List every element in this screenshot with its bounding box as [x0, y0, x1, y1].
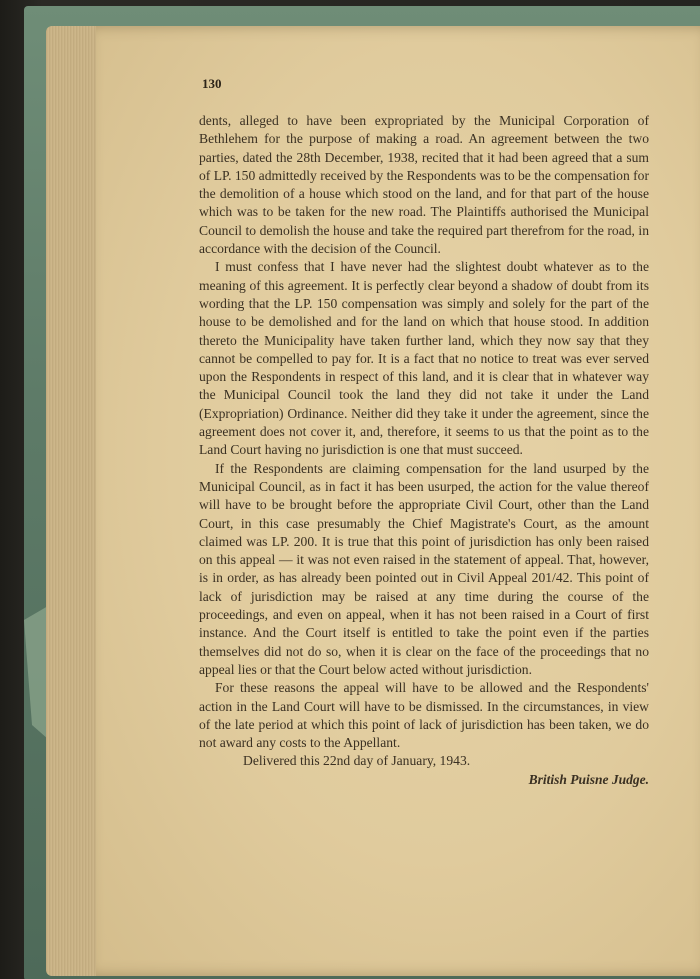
paragraph-1: dents, alleged to have been expropriated by the Municipal Corporation of Bethlehem for the purpose of making a road. An agreement between the two parties, dated the 28th December, 1938, recited that it had been agreed that a sum of LP. 150 admittedly received by the Respondents was to be the compensation for the demolition of a house which stood on the land, and for that part of the house which was to be taken for the new road. The Plaintiffs authorised the Municipal Council to demolish the house and take the required part therefrom for the road, in accordance with the decision of the Council. — [199, 113, 650, 257]
paragraph-3: If the Respondents are claiming compensation for the land usurped by the Municipal Council, as in fact it has been usurped, the action for the value thereof will have to be brought before the appropriate Civil Court, other than the Land Court, in this case presumably the Chief Magistrate's Court, as the amount claimed was LP. 200. It is true that this point of jurisdiction has only been raised on this appeal — it was not even raised in the statement of appeal. That, however, is in order, as has already been pointed out in Civil Appeal 201/42. This point of lack of jurisdiction may be raised at any time during the course of the proceedings, and even on appeal, when it has not been raised in a Court of first instance. And the Court itself is entitled to take the point even if the parties themselves did not do so, when it is clear on the face of the proceedings that no appeal lies or that the Court below acted without jurisdiction. — [199, 460, 649, 677]
page-text — [199, 112, 649, 789]
page-number: 130 — [202, 76, 222, 91]
judge-signature: British Puisne Judge. — [528, 771, 649, 787]
delivered-line: Delivered this 22nd day of January, 1943. — [243, 753, 471, 769]
paragraph-4: For these reasons the appeal will have to be allowed and the Respondents' action in the Land Court will have to be dismissed. In the circumstances, in view of the late period at which this point of lack of jurisdiction has been taken, we do not award any costs to the Appellant. — [199, 680, 649, 751]
paragraph-2: I must confess that I have never had the slightest doubt whatever as to the meaning of this agreement. It is perfectly clear beyond a shadow of doubt from its wording that the LP. 150 compensation was simply and solely for the part of the house to be demolished and for the land on which that house stood. In addition thereto the Municipality have taken further land, which they now say that they cannot be compelled to pay for. It is a fact that no notice to treat was ever served upon the Respondents in respect of this land, and it is clear that in whatever way the Municipal Council took the land they did not take it under the Land (Expropriation) Ordinance. Neither did they take it under the agreement, since the agreement does not cover it, and, therefore, it seems to us that the point as to the Land Court having no jurisdiction is one that must succeed. — [199, 259, 649, 458]
